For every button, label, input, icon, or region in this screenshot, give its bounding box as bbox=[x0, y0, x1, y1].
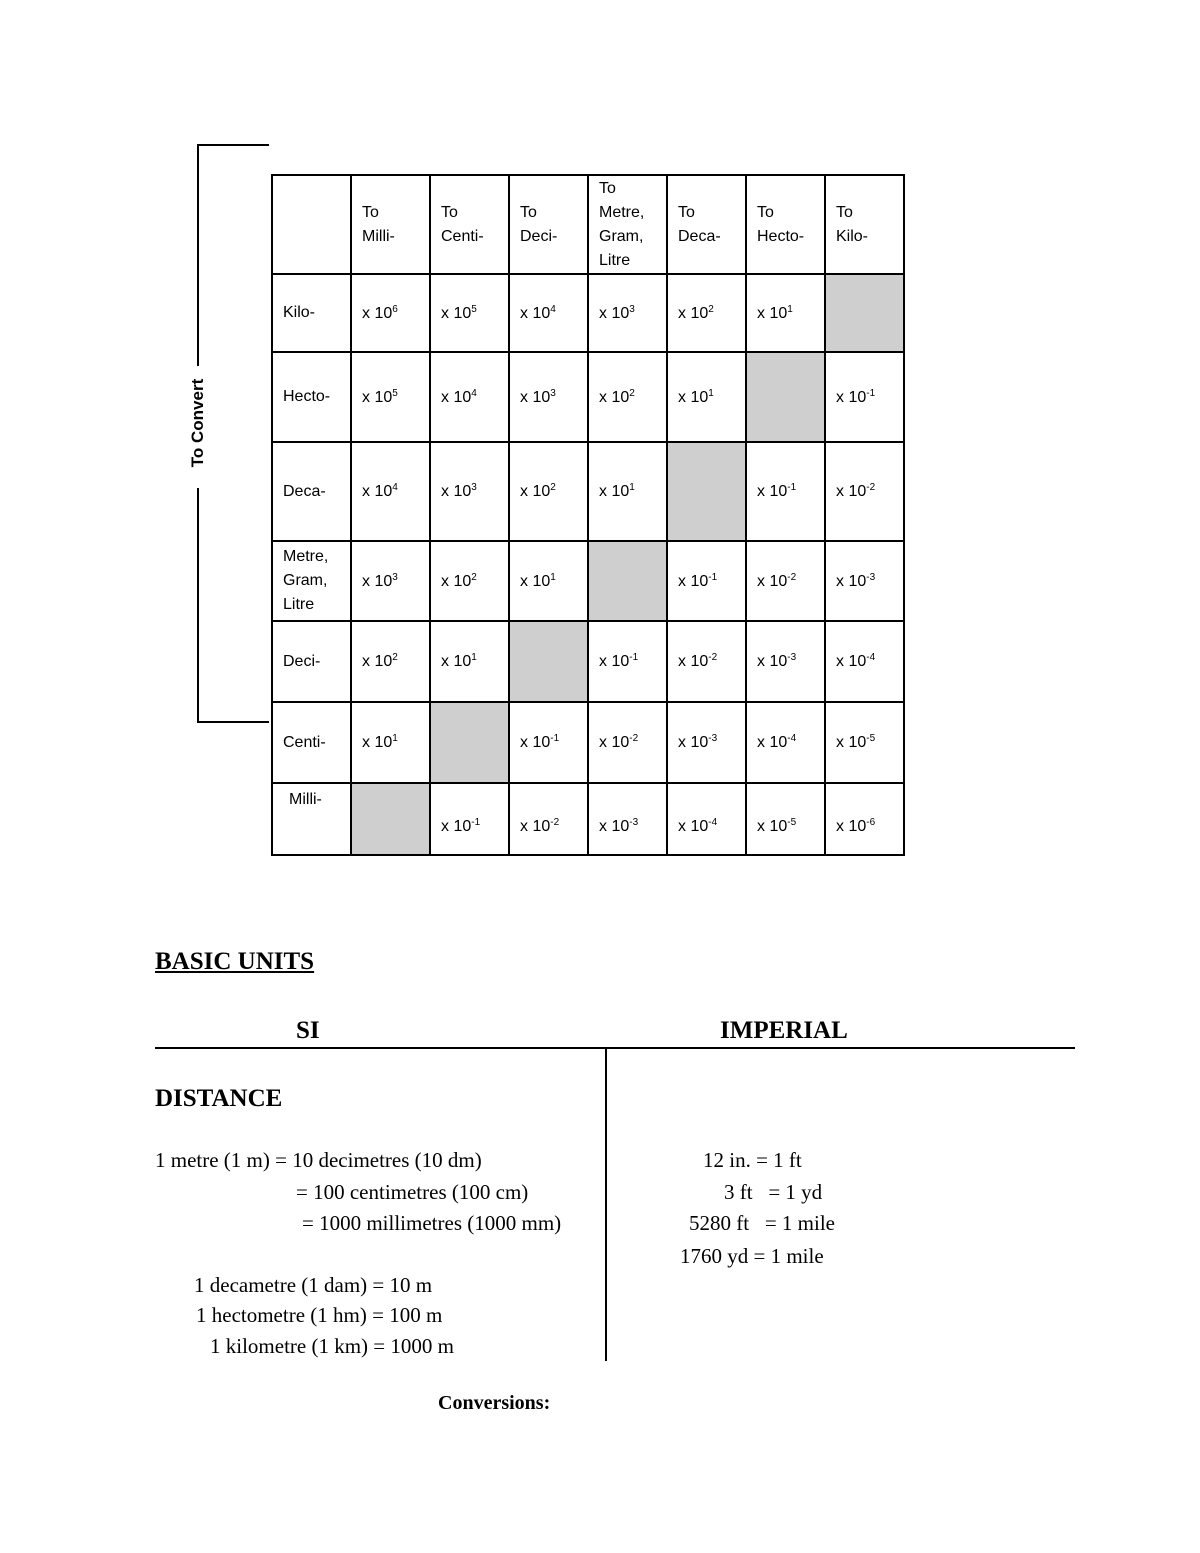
si-line-4: 1 decametre (1 dam) = 10 m bbox=[194, 1273, 433, 1297]
multiplier-exponent: 1 bbox=[550, 571, 556, 583]
column-divider-vertical bbox=[605, 1048, 607, 1361]
multiplier-exponent: -1 bbox=[787, 482, 797, 493]
row-label-cell: Deca- bbox=[272, 442, 351, 541]
multiplier-cell bbox=[667, 541, 746, 621]
table-row bbox=[272, 352, 904, 442]
header-corner-cell bbox=[272, 175, 351, 274]
multiplier-exponent: 3 bbox=[392, 571, 398, 583]
multiplier-base: x 10 bbox=[757, 653, 788, 670]
multiplier-exponent: 1 bbox=[629, 482, 635, 493]
multiplier-exponent: -4 bbox=[787, 733, 797, 744]
multiplier-cell bbox=[351, 352, 430, 442]
imperial-line-1: 12 in. = 1 ft bbox=[703, 1148, 802, 1172]
multiplier-base: x 10 bbox=[678, 304, 709, 322]
multiplier-exponent: -6 bbox=[866, 816, 876, 828]
multiplier-cell bbox=[509, 274, 588, 352]
shaded-empty-cell bbox=[430, 702, 509, 783]
shaded-empty-cell bbox=[588, 541, 667, 621]
multiplier-cell bbox=[351, 274, 430, 352]
multiplier-base: x 10 bbox=[678, 734, 709, 751]
multiplier-cell bbox=[667, 702, 746, 783]
multiplier-exponent: -4 bbox=[866, 652, 876, 663]
multiplier-base: x 10 bbox=[520, 304, 551, 322]
multiplier-cell bbox=[667, 274, 746, 352]
si-line-2: = 100 centimetres (100 cm) bbox=[296, 1180, 529, 1204]
multiplier-base: x 10 bbox=[362, 653, 393, 670]
multiplier-base: x 10 bbox=[836, 388, 867, 406]
multiplier-base: x 10 bbox=[757, 817, 788, 835]
multiplier-cell bbox=[746, 702, 825, 783]
multiplier-base: x 10 bbox=[599, 734, 630, 751]
multiplier-exponent: 2 bbox=[550, 482, 556, 493]
heading-divider-horizontal bbox=[155, 1047, 1075, 1049]
column-header-cell: To Kilo- bbox=[825, 175, 904, 274]
table-row bbox=[272, 442, 904, 541]
multiplier-cell bbox=[746, 541, 825, 621]
multiplier-exponent: 1 bbox=[787, 303, 793, 315]
multiplier-base: x 10 bbox=[441, 653, 472, 670]
column-header-cell: To Deca- bbox=[667, 175, 746, 274]
multiplier-base: x 10 bbox=[599, 388, 630, 406]
multiplier-cell bbox=[588, 442, 667, 541]
multiplier-base: x 10 bbox=[678, 817, 709, 835]
multiplier-cell bbox=[430, 541, 509, 621]
conversions-label: Conversions: bbox=[438, 1392, 551, 1414]
basic-units-title: BASIC UNITS bbox=[155, 948, 315, 975]
multiplier-cell bbox=[825, 352, 904, 442]
multiplier-cell bbox=[588, 621, 667, 702]
bracket-top-line bbox=[197, 144, 269, 146]
multiplier-cell bbox=[430, 783, 509, 855]
multiplier-base: x 10 bbox=[836, 734, 867, 751]
multiplier-base: x 10 bbox=[441, 817, 472, 835]
multiplier-cell bbox=[351, 442, 430, 541]
column-header-cell: To Milli- bbox=[351, 175, 430, 274]
multiplier-cell bbox=[825, 702, 904, 783]
multiplier-exponent: 3 bbox=[550, 387, 556, 399]
si-heading: SI bbox=[296, 1017, 320, 1044]
multiplier-cell bbox=[509, 442, 588, 541]
table-row bbox=[272, 541, 904, 621]
multiplier-cell bbox=[430, 621, 509, 702]
multiplier-base: x 10 bbox=[520, 734, 551, 751]
bracket-vertical-lower bbox=[197, 488, 199, 723]
multiplier-base: x 10 bbox=[836, 817, 867, 835]
multiplier-exponent: -1 bbox=[708, 571, 718, 583]
multiplier-cell bbox=[667, 783, 746, 855]
multiplier-cell bbox=[509, 783, 588, 855]
bracket-bottom-line bbox=[197, 721, 269, 723]
multiplier-base: x 10 bbox=[362, 572, 393, 590]
multiplier-cell bbox=[430, 352, 509, 442]
multiplier-base: x 10 bbox=[362, 483, 393, 500]
row-label-cell: Centi- bbox=[272, 702, 351, 783]
distance-heading: DISTANCE bbox=[155, 1085, 283, 1112]
multiplier-cell bbox=[588, 352, 667, 442]
multiplier-cell bbox=[667, 352, 746, 442]
multiplier-base: x 10 bbox=[441, 388, 472, 406]
multiplier-cell bbox=[588, 274, 667, 352]
multiplier-cell bbox=[430, 274, 509, 352]
multiplier-exponent: 1 bbox=[708, 387, 714, 399]
multiplier-exponent: -2 bbox=[550, 816, 560, 828]
multiplier-exponent: -3 bbox=[787, 652, 797, 663]
column-header-cell: To Deci- bbox=[509, 175, 588, 274]
multiplier-cell bbox=[667, 621, 746, 702]
multiplier-cell bbox=[351, 621, 430, 702]
si-line-1: 1 metre (1 m) = 10 decimetres (10 dm) bbox=[155, 1148, 482, 1172]
multiplier-base: x 10 bbox=[678, 653, 709, 670]
multiplier-base: x 10 bbox=[599, 304, 630, 322]
multiplier-base: x 10 bbox=[599, 817, 630, 835]
multiplier-exponent: 2 bbox=[708, 303, 714, 315]
multiplier-cell bbox=[746, 621, 825, 702]
row-label-cell: Milli- bbox=[272, 783, 351, 855]
shaded-empty-cell bbox=[509, 621, 588, 702]
multiplier-base: x 10 bbox=[520, 483, 551, 500]
multiplier-base: x 10 bbox=[599, 653, 630, 670]
multiplier-base: x 10 bbox=[520, 388, 551, 406]
multiplier-base: x 10 bbox=[441, 572, 472, 590]
multiplier-cell bbox=[825, 621, 904, 702]
shaded-empty-cell bbox=[351, 783, 430, 855]
multiplier-base: x 10 bbox=[441, 483, 472, 500]
multiplier-exponent: 1 bbox=[471, 652, 477, 663]
multiplier-base: x 10 bbox=[678, 572, 709, 590]
multiplier-base: x 10 bbox=[678, 388, 709, 406]
column-header-cell: To Hecto- bbox=[746, 175, 825, 274]
multiplier-exponent: 6 bbox=[392, 303, 398, 315]
multiplier-cell bbox=[430, 442, 509, 541]
multiplier-base: x 10 bbox=[520, 817, 551, 835]
bracket-vertical-upper bbox=[197, 144, 199, 366]
column-header-cell: To Metre, Gram, Litre bbox=[588, 175, 667, 274]
multiplier-base: x 10 bbox=[836, 483, 867, 500]
multiplier-base: x 10 bbox=[757, 734, 788, 751]
si-line-3: = 1000 millimetres (1000 mm) bbox=[302, 1211, 562, 1235]
multiplier-exponent: 5 bbox=[471, 303, 477, 315]
multiplier-exponent: -2 bbox=[629, 733, 639, 744]
row-label-cell: Hecto- bbox=[272, 352, 351, 442]
multiplier-base: x 10 bbox=[362, 388, 393, 406]
row-label-cell: Kilo- bbox=[272, 274, 351, 352]
multiplier-exponent: 3 bbox=[629, 303, 635, 315]
multiplier-exponent: 2 bbox=[471, 571, 477, 583]
multiplier-exponent: -2 bbox=[787, 571, 797, 583]
si-line-5: 1 hectometre (1 hm) = 100 m bbox=[196, 1303, 443, 1327]
row-label-cell: Metre, Gram, Litre bbox=[272, 541, 351, 621]
imperial-line-4: 1760 yd = 1 mile bbox=[680, 1244, 824, 1268]
multiplier-exponent: 3 bbox=[471, 482, 477, 493]
multiplier-base: x 10 bbox=[362, 304, 393, 322]
multiplier-base: x 10 bbox=[757, 304, 788, 322]
multiplier-exponent: -1 bbox=[629, 652, 639, 663]
table-row bbox=[272, 621, 904, 702]
multiplier-cell bbox=[351, 541, 430, 621]
shaded-empty-cell bbox=[825, 274, 904, 352]
multiplier-exponent: 4 bbox=[392, 482, 398, 493]
table-row bbox=[272, 702, 904, 783]
multiplier-exponent: -1 bbox=[550, 733, 560, 744]
multiplier-exponent: 4 bbox=[471, 387, 477, 399]
multiplier-cell bbox=[825, 442, 904, 541]
multiplier-exponent: 2 bbox=[392, 652, 398, 663]
multiplier-exponent: 5 bbox=[392, 387, 398, 399]
table-header-row bbox=[272, 175, 904, 274]
multiplier-cell bbox=[746, 783, 825, 855]
shaded-empty-cell bbox=[667, 442, 746, 541]
multiplier-base: x 10 bbox=[362, 734, 393, 751]
multiplier-exponent: -1 bbox=[866, 387, 876, 399]
multiplier-cell bbox=[509, 352, 588, 442]
multiplier-cell bbox=[746, 274, 825, 352]
multiplier-cell bbox=[509, 702, 588, 783]
to-convert-label: To Convert bbox=[188, 378, 207, 468]
table-row bbox=[272, 783, 904, 855]
multiplier-exponent: 2 bbox=[629, 387, 635, 399]
shaded-empty-cell bbox=[746, 352, 825, 442]
multiplier-cell bbox=[351, 702, 430, 783]
multiplier-cell bbox=[588, 702, 667, 783]
si-line-6: 1 kilometre (1 km) = 1000 m bbox=[210, 1334, 454, 1358]
metric-conversion-table bbox=[271, 174, 905, 856]
table-row bbox=[272, 274, 904, 352]
multiplier-cell bbox=[746, 442, 825, 541]
multiplier-cell bbox=[509, 541, 588, 621]
multiplier-exponent: 1 bbox=[392, 733, 398, 744]
multiplier-exponent: -3 bbox=[708, 733, 718, 744]
multiplier-base: x 10 bbox=[757, 572, 788, 590]
multiplier-base: x 10 bbox=[441, 304, 472, 322]
multiplier-exponent: -2 bbox=[866, 482, 876, 493]
multiplier-exponent: -3 bbox=[629, 816, 639, 828]
multiplier-exponent: -4 bbox=[708, 816, 718, 828]
multiplier-base: x 10 bbox=[836, 653, 867, 670]
multiplier-base: x 10 bbox=[757, 483, 788, 500]
multiplier-exponent: 4 bbox=[550, 303, 556, 315]
multiplier-cell bbox=[588, 783, 667, 855]
imperial-line-3: 5280 ft = 1 mile bbox=[689, 1211, 835, 1235]
multiplier-exponent: -1 bbox=[471, 816, 481, 828]
imperial-heading: IMPERIAL bbox=[720, 1017, 848, 1044]
imperial-line-2: 3 ft = 1 yd bbox=[724, 1180, 823, 1204]
multiplier-exponent: -5 bbox=[866, 733, 876, 744]
column-header-cell: To Centi- bbox=[430, 175, 509, 274]
row-label-cell: Deci- bbox=[272, 621, 351, 702]
multiplier-cell bbox=[825, 541, 904, 621]
multiplier-exponent: -2 bbox=[708, 652, 718, 663]
multiplier-cell bbox=[825, 783, 904, 855]
multiplier-exponent: -5 bbox=[787, 816, 797, 828]
multiplier-exponent: -3 bbox=[866, 571, 876, 583]
multiplier-base: x 10 bbox=[836, 572, 867, 590]
multiplier-base: x 10 bbox=[520, 572, 551, 590]
multiplier-base: x 10 bbox=[599, 483, 630, 500]
